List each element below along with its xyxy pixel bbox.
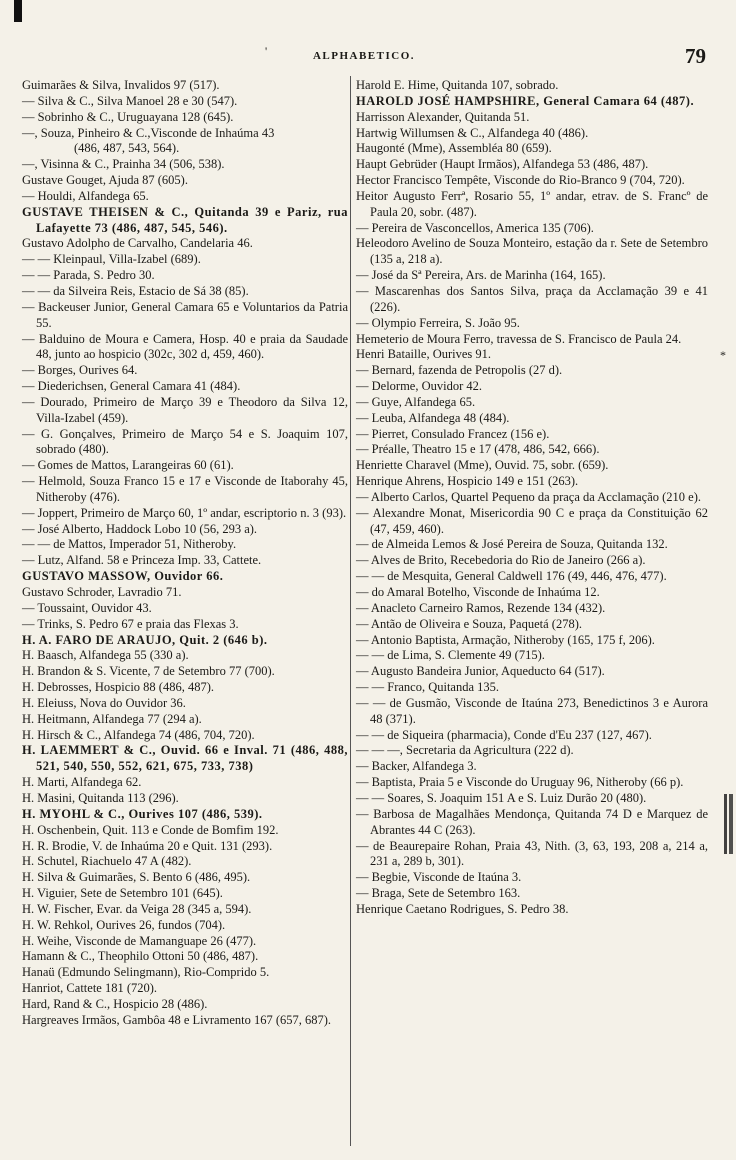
directory-entry: — José da Sª Pereira, Ars. de Marinha (164, 165). (356, 268, 606, 283)
directory-entry: — Mascarenhas dos Santos Silva, praça da Acclamação 39 e 41 (226). (356, 283, 708, 314)
directory-entry: — — Parada, S. Pedro 30. (22, 268, 155, 283)
directory-entry: — Augusto Bandeira Junior, Aqueducto 64 (517). (356, 664, 605, 679)
directory-entry: — Barbosa de Magalhães Mendonça, Quitanda 74 D e Marquez de Abrantes 44 C (263). (356, 806, 708, 837)
directory-entry: Gustave Gouget, Ajuda 87 (605). (22, 173, 188, 188)
directory-entry: H. Debrosses, Hospicio 88 (486, 487). (22, 680, 214, 695)
corner-scan-mark (14, 0, 22, 22)
directory-entry: — José Alberto, Haddock Lobo 10 (56, 293 a). (22, 521, 258, 536)
directory-entry: — Balduino de Moura e Camera, Hosp. 40 e praia da Saudade 48, junto ao hospicio (302c, 302 d, 459, 460). (22, 331, 348, 362)
directory-entry: Hartwig Willumsen & C., Alfandega 40 (486). (356, 125, 589, 140)
directory-entry: — — de Gusmão, Visconde de Itaúna 273, Benedictinos 3 e Aurora 48 (371). (356, 695, 708, 726)
running-title: ALPHABETICO. (312, 50, 416, 62)
directory-entry: — de Beaurepaire Rohan, Praia 43, Nith. (3, 63, 193, 208 a, 214 a, 231 a, 289 b, 301). (356, 838, 708, 869)
directory-entry: — Braga, Sete de Setembro 163. (356, 886, 521, 901)
directory-entry: Hard, Rand & C., Hospicio 28 (486). (22, 996, 208, 1011)
directory-entry: Heitor Augusto Ferrª, Rosario 55, 1º andar, etrav. de S. Francº de Paula 20, sobr. (487). (356, 188, 708, 219)
directory-entry: — Helmold, Souza Franco 15 e 17 e Visconde de Itaborahy 45, Nitheroby (476). (22, 474, 348, 504)
directory-entry: H. Weihe, Visconde de Mamanguape 26 (477). (22, 933, 257, 948)
directory-entry: — Olympio Ferreira, S. João 95. (356, 315, 520, 330)
directory-entry: — Gomes de Mattos, Larangeiras 60 (61). (22, 458, 234, 473)
directory-entry: — Alberto Carlos, Quartel Pequeno da praça da Acclamação (210 e). (356, 489, 702, 504)
directory-entry: H. Hirsch & C., Alfandega 74 (486, 704, 720). (22, 727, 255, 742)
directory-entry: — Borges, Ourives 64. (22, 363, 138, 378)
directory-entry: H. A. FARO DE ARAUJO, Quit. 2 (646 b). (22, 632, 268, 647)
directory-entry: Henriette Charavel (Mme), Ouvid. 75, sobr. (659). (356, 458, 609, 473)
directory-entry: H. W. Rehkol, Ourives 26, fundos (704). (22, 917, 226, 932)
star-mark: * (720, 348, 726, 362)
column-divider (350, 76, 351, 1146)
directory-entry: — Anacleto Carneiro Ramos, Rezende 134 (432). (356, 600, 606, 615)
page-number: 79 (685, 44, 706, 68)
page-header (22, 46, 706, 68)
directory-entry: H. Baasch, Alfandega 55 (330 a). (22, 648, 189, 663)
directory-entry: — Backer, Alfandega 3. (356, 759, 477, 774)
directory-entry: — Diederichsen, General Camara 41 (484). (22, 379, 241, 394)
directory-entry: — Pierret, Consulado Francez (156 e). (356, 426, 550, 441)
directory-entry: Gustavo Adolpho de Carvalho, Candelaria 46. (22, 236, 253, 251)
directory-entry: — — Franco, Quitanda 135. (356, 680, 500, 695)
left-column (22, 78, 348, 1029)
directory-entry: Hemeterio de Moura Ferro, travessa de S. Francisco de Paula 24. (356, 331, 682, 346)
directory-entry: Henrique Ahrens, Hospicio 149 e 151 (263). (356, 474, 579, 489)
directory-entry: Haugonté (Mme), Assembléa 80 (659). (356, 141, 552, 156)
directory-entry: — Préalle, Theatro 15 e 17 (478, 486, 542, 666). (356, 442, 600, 457)
directory-entry: H. Oschenbein, Quit. 113 e Conde de Bomfim 192. (22, 822, 279, 837)
directory-entry: — de Almeida Lemos & José Pereira de Souza, Quitanda 132. (356, 537, 668, 552)
directory-entry: — G. Gonçalves, Primeiro de Março 54 e S. Joaquim 107, sobrado (480). (22, 426, 348, 457)
directory-entry: H. R. Brodie, V. de Inhaúma 20 e Quit. 131 (293). (22, 838, 273, 853)
directory-entry: H. LAEMMERT & C., Ouvid. 66 e Inval. 71 (486, 488, 521, 540, 550, 552, 621, 675, 733, 738) (22, 743, 348, 774)
directory-entry: — Backeuser Junior, General Camara 65 e Voluntarios da Patria 55. (22, 299, 348, 330)
directory-entry: —, Souza, Pinheiro & C.,Visconde de Inhaúma 43 (22, 125, 275, 140)
directory-entry: — — Kleinpaul, Villa-Izabel (689). (22, 252, 201, 267)
directory-entry: GUSTAVO MASSOW, Ouvidor 66. (22, 569, 224, 584)
directory-entry: Haupt Gebrüder (Haupt Irmãos), Alfandega 53 (486, 487). (356, 157, 649, 172)
directory-entry: — — de Mesquita, General Caldwell 176 (49, 446, 476, 477). (356, 569, 667, 584)
directory-entry: H. Masini, Quitanda 113 (296). (22, 790, 179, 805)
directory-entry: (486, 487, 543, 564). (74, 141, 180, 156)
directory-entry: GUSTAVE THEISEN & C., Quitanda 39 e Pariz, rua Lafayette 73 (486, 487, 545, 546). (22, 204, 348, 235)
directory-entry: — Silva & C., Silva Manoel 28 e 30 (547). (22, 93, 238, 108)
directory-entry: — Bernard, fazenda de Petropolis (27 d). (356, 363, 563, 378)
directory-entry: — Delorme, Ouvidor 42. (356, 379, 483, 394)
directory-entry: — Antão de Oliveira e Souza, Paquetá (278). (356, 616, 582, 631)
directory-entry: — do Amaral Botelho, Visconde de Inhaúma 12. (356, 585, 600, 599)
stray-apostrophe: ' (265, 44, 268, 58)
directory-entry: — Alves de Brito, Recebedoria do Rio de Janeiro (266 a). (356, 553, 646, 568)
directory-entry: — Pereira de Vasconcellos, America 135 (706). (356, 220, 594, 235)
directory-entry: Harold E. Hime, Quitanda 107, sobrado. (356, 78, 559, 92)
directory-entry: H. Marti, Alfandega 62. (22, 775, 142, 790)
directory-entry: H. Schutel, Riachuelo 47 A (482). (22, 854, 192, 869)
directory-entry: — Toussaint, Ouvidor 43. (22, 600, 152, 615)
directory-entry: — Joppert, Primeiro de Março 60, 1º andar, escriptorio n. 3 (93). (22, 505, 347, 520)
directory-entry: — — de Lima, S. Clemente 49 (715). (356, 648, 545, 663)
directory-entry: Hector Francisco Tempête, Visconde do Rio-Branco 9 (704, 720). (356, 173, 685, 188)
directory-entry: — Lutz, Alfand. 58 e Princeza Imp. 33, Cattete. (22, 553, 262, 568)
directory-entry: — Alexandre Monat, Misericordia 90 C e praça da Constituição 62 (47, 459, 460). (356, 505, 708, 536)
directory-entry: H. Heitmann, Alfandega 77 (294 a). (22, 711, 202, 726)
directory-entry: Gustavo Schroder, Lavradio 71. (22, 585, 182, 599)
directory-entry: HAROLD JOSÉ HAMPSHIRE, General Camara 64 (487). (356, 93, 695, 108)
directory-entry: — — Soares, S. Joaquim 151 A e S. Luiz Durão 20 (480). (356, 790, 647, 805)
directory-entry: H. MYOHL & C., Ourives 107 (486, 539). (22, 806, 263, 821)
directory-entry: — Dourado, Primeiro de Março 39 e Theodoro da Silva 12, Villa-Izabel (459). (22, 394, 348, 425)
directory-entry: — Sobrinho & C., Uruguayana 128 (645). (22, 109, 234, 124)
directory-entry: — Begbie, Visconde de Itaúna 3. (356, 870, 522, 885)
directory-entry: — Houldi, Alfandega 65. (22, 188, 149, 203)
directory-entry: Hanaü (Edmundo Selingmann), Rio-Comprido 5. (22, 965, 270, 980)
directory-entry: Hamann & C., Theophilo Ottoni 50 (486, 487). (22, 949, 259, 964)
directory-entry: Hargreaves Irmãos, Gambôa 48 e Livramento 167 (657, 687). (22, 1012, 332, 1027)
directory-entry: — — —, Secretaria da Agricultura (222 d). (356, 743, 574, 758)
directory-entry: —, Visinna & C., Prainha 34 (506, 538). (22, 157, 225, 172)
directory-entry: — Antonio Baptista, Armação, Nitheroby (165, 175 f, 206). (356, 632, 655, 647)
directory-entry: H. Silva & Guimarães, S. Bento 6 (486, 495). (22, 870, 251, 885)
directory-entry: H. Eleiuss, Nova do Ouvidor 36. (22, 695, 186, 710)
directory-entry: — Guye, Alfandega 65. (356, 394, 476, 409)
directory-entry: Harrisson Alexander, Quitanda 51. (356, 109, 530, 124)
directory-entry: H. W. Fischer, Evar. da Veiga 28 (345 a, 594). (22, 901, 252, 916)
directory-entry: — — de Mattos, Imperador 51, Nitheroby. (22, 537, 237, 552)
directory-entry: — — de Siqueira (pharmacia), Conde d'Eu 237 (127, 467). (356, 727, 652, 742)
directory-entry: — Leuba, Alfandega 48 (484). (356, 410, 510, 425)
right-column (356, 78, 708, 918)
directory-entry: — Baptista, Praia 5 e Visconde do Uruguay 96, Nitheroby (66 p). (356, 775, 684, 790)
directory-entry: Guimarães & Silva, Invalidos 97 (517). (22, 78, 220, 92)
directory-entry: H. Viguier, Sete de Setembro 101 (645). (22, 886, 223, 901)
directory-entry: — Trinks, S. Pedro 67 e praia das Flexas 3. (22, 616, 239, 631)
directory-entry: — — da Silveira Reis, Estacio de Sá 38 (85). (22, 283, 249, 298)
directory-entry: Henri Bataille, Ourives 91. (356, 347, 492, 362)
directory-entry: Henrique Caetano Rodrigues, S. Pedro 38. (356, 901, 569, 916)
directory-entry: Hanriot, Cattete 181 (720). (22, 981, 158, 996)
directory-entry: Heleodoro Avelino de Souza Monteiro, estação da r. Sete de Setembro (135 a, 218 a). (356, 236, 708, 267)
binding-edge-mark (724, 794, 733, 854)
directory-entry: H. Brandon & S. Vicente, 7 de Setembro 77 (700). (22, 664, 275, 679)
